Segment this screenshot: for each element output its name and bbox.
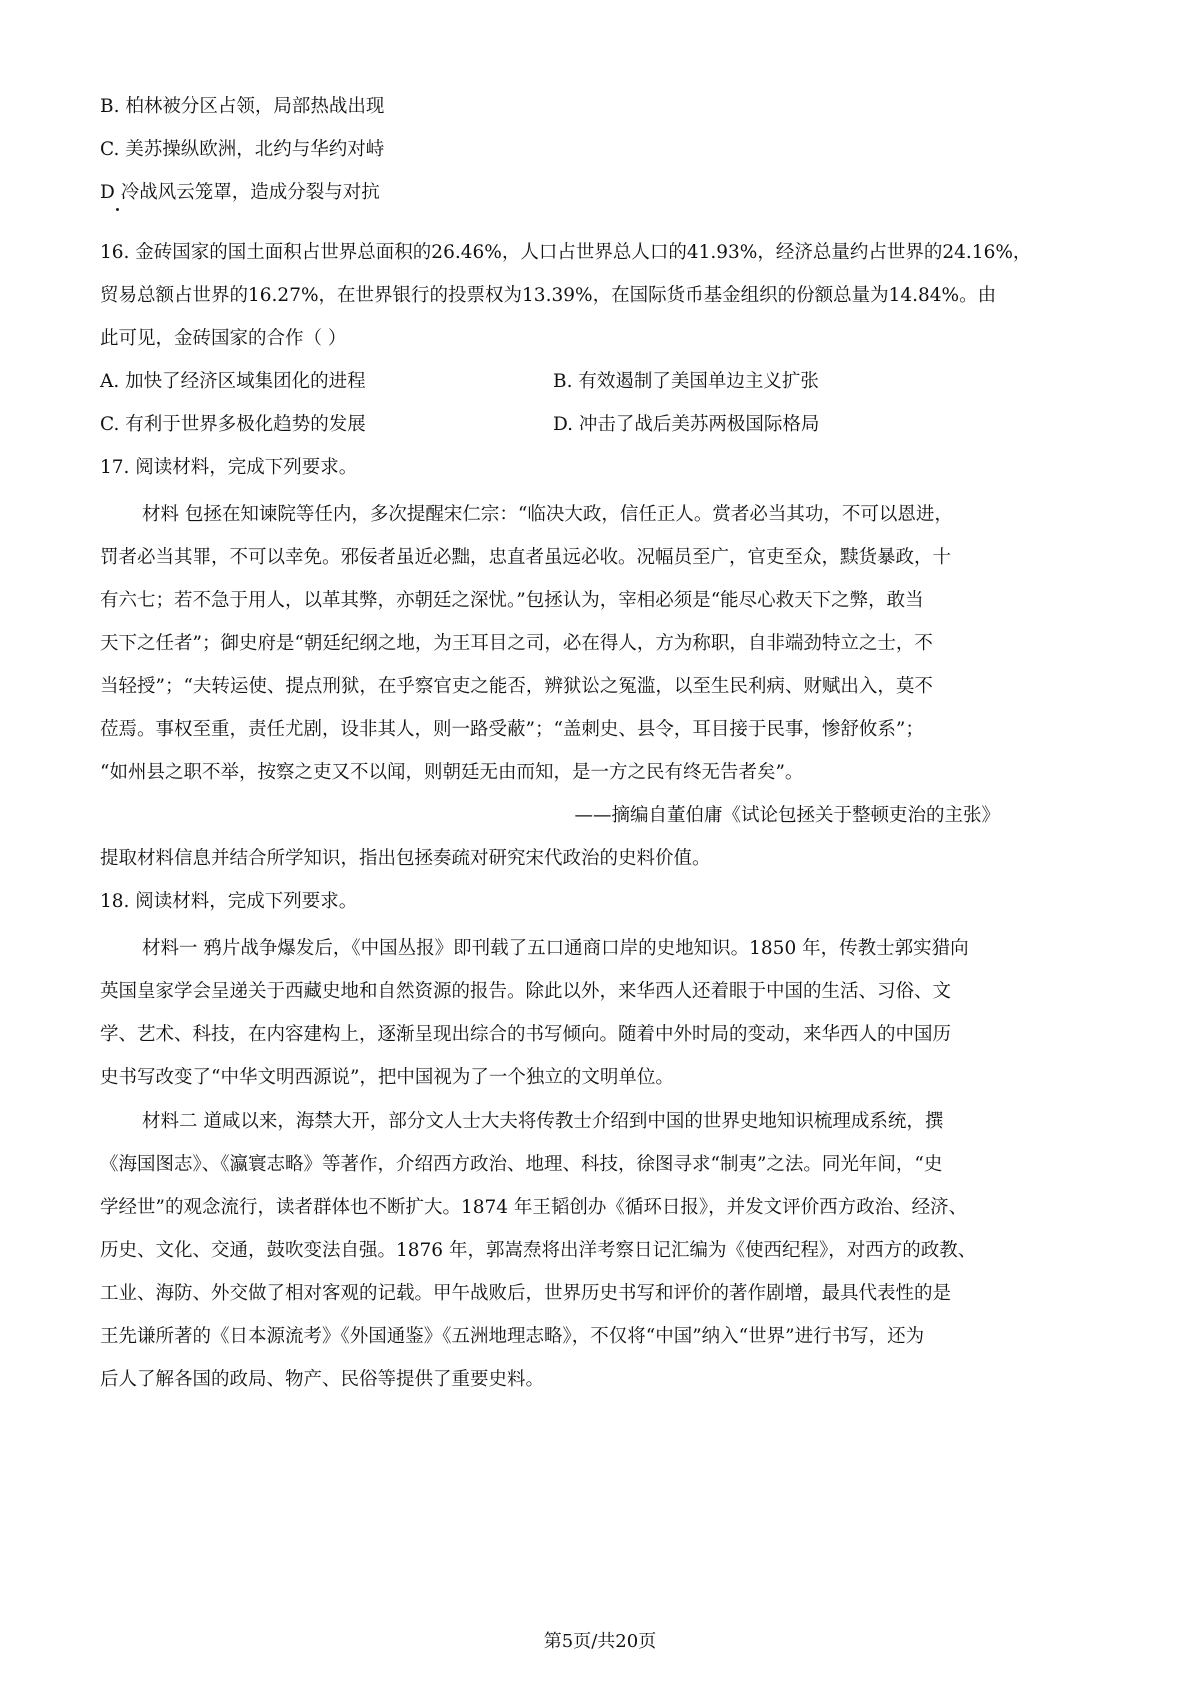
q18-material2-line: 《海国图志》、《瀛寰志略》等著作，介绍西方政治、地理、科技，徐图寻求“制夷”之法。同光年间，“史 [100,1154,943,1175]
q17-material-line: 罚者必当其罪，不可以幸免。邪佞者虽近必黜，忠直者虽远必收。况幅员至广，官吏至众，黩货暴政，十 [100,547,952,568]
q17-material-line: 有六七；若不急于用人，以革其弊，亦朝廷之深忧。”包拯认为，宰相必须是“能尽心救天下之弊，敢当 [100,590,924,611]
q16-option-d: D. 冲击了战后美苏两极国际格局 [553,414,820,435]
q17-material-line: 天下之任者”；御史府是“朝廷纪纲之地，为王耳目之司，必在得人，方为称职，自非端劲特立之士，不 [100,633,933,654]
stray-dot [116,208,119,211]
q17-title: 17. 阅读材料，完成下列要求。 [100,457,358,478]
q18-material2-line: 历史、文化、交通，鼓吹变法自强。1876 年，郭嵩焘将出洋考察日记汇编为《使西纪程》，对西方的政教、 [100,1240,977,1261]
q18-material2-line: 工业、海防、外交做了相对客观的记载。甲午战败后，世界历史书写和评价的著作剧增，最具代表性的是 [100,1283,952,1304]
q18-material1-line: 材料一 鸦片战争爆发后，《中国丛报》即刊载了五口通商口岸的史地知识。1850 年，传教士郭实猎向 [142,938,969,959]
q17-material-line: “如州县之职不举，按察之吏又不以闻，则朝廷无由而知，是一方之民有终无告者矣”。 [100,762,804,783]
q16-stem-line: 16. 金砖国家的国土面积占世界总面积的26.46%，人口占世界总人口的41.93%，经济总量约占世界的24.16%， [100,242,1032,263]
q17-material-line: 莅焉。事权至重，责任尤剧，设非其人，则一路受蔽”；“盖刺史、县令，耳目接于民事，惨舒攸系”； [100,719,924,740]
page-number: 第5页/共20页 [543,1631,657,1652]
q17-material-line: 材料 包拯在知谏院等任内，多次提醒宋仁宗：“临决大政，信任正人。赏者必当其功，不可以恩进， [142,504,953,525]
q18-title: 18. 阅读材料，完成下列要求。 [100,891,358,912]
q15-option-c: C. 美苏操纵欧洲，北约与华约对峙 [100,139,385,160]
q18-material2-line: 学经世”的观念流行，读者群体也不断扩大。1874 年王韬创办《循环日报》，并发文评价西方政治、经济、 [100,1197,968,1218]
q16-stem-line: 贸易总额占世界的16.27%，在世界银行的投票权为13.39%，在国际货币基金组织的份额总量为14.84%。由 [100,285,997,306]
q17-source: ——摘编自董伯庸《试论包拯关于整顿吏治的主张》 [574,805,1000,826]
q15-option-d: D 冷战风云笼罩，造成分裂与对抗 [100,182,380,203]
q18-material2-line: 王先谦所著的《日本源流考》《外国通鉴》《五洲地理志略》，不仅将“中国”纳入“世界”进行书写，还为 [100,1326,925,1347]
q16-option-c: C. 有利于世界多极化趋势的发展 [100,414,366,435]
q18-material1-line: 英国皇家学会呈递关于西藏史地和自然资源的报告。除此以外，来华西人还着眼于中国的生活、习俗、文 [100,981,952,1002]
q16-option-a: A. 加快了经济区域集团化的进程 [100,371,366,392]
q15-option-b: B. 柏林被分区占领，局部热战出现 [100,96,385,117]
q18-material2-line: 后人了解各国的政局、物产、民俗等提供了重要史料。 [100,1369,545,1390]
q17-material-line: 当轻授”；“夫转运使、提点刑狱，在乎察官吏之能否，辨狱讼之冤滥，以至生民利病、财赋出入，莫不 [100,676,933,697]
q17-question: 提取材料信息并结合所学知识，指出包拯奏疏对研究宋代政治的史料价值。 [100,848,711,869]
q18-material1-line: 史书写改变了“中华文明西源说”，把中国视为了一个独立的文明单位。 [100,1067,674,1088]
q16-option-b: B. 有效遏制了美国单边主义扩张 [553,371,819,392]
q18-material2-line: 材料二 道咸以来，海禁大开，部分文人士大夫将传教士介绍到中国的世界史地知识梳理成系统，撰 [142,1111,944,1132]
q18-material1-line: 学、艺术、科技，在内容建构上，逐渐呈现出综合的书写倾向。随着中外时局的变动，来华西人的中国历 [100,1024,952,1045]
q16-stem-line: 此可见，金砖国家的合作（ ） [100,328,347,349]
